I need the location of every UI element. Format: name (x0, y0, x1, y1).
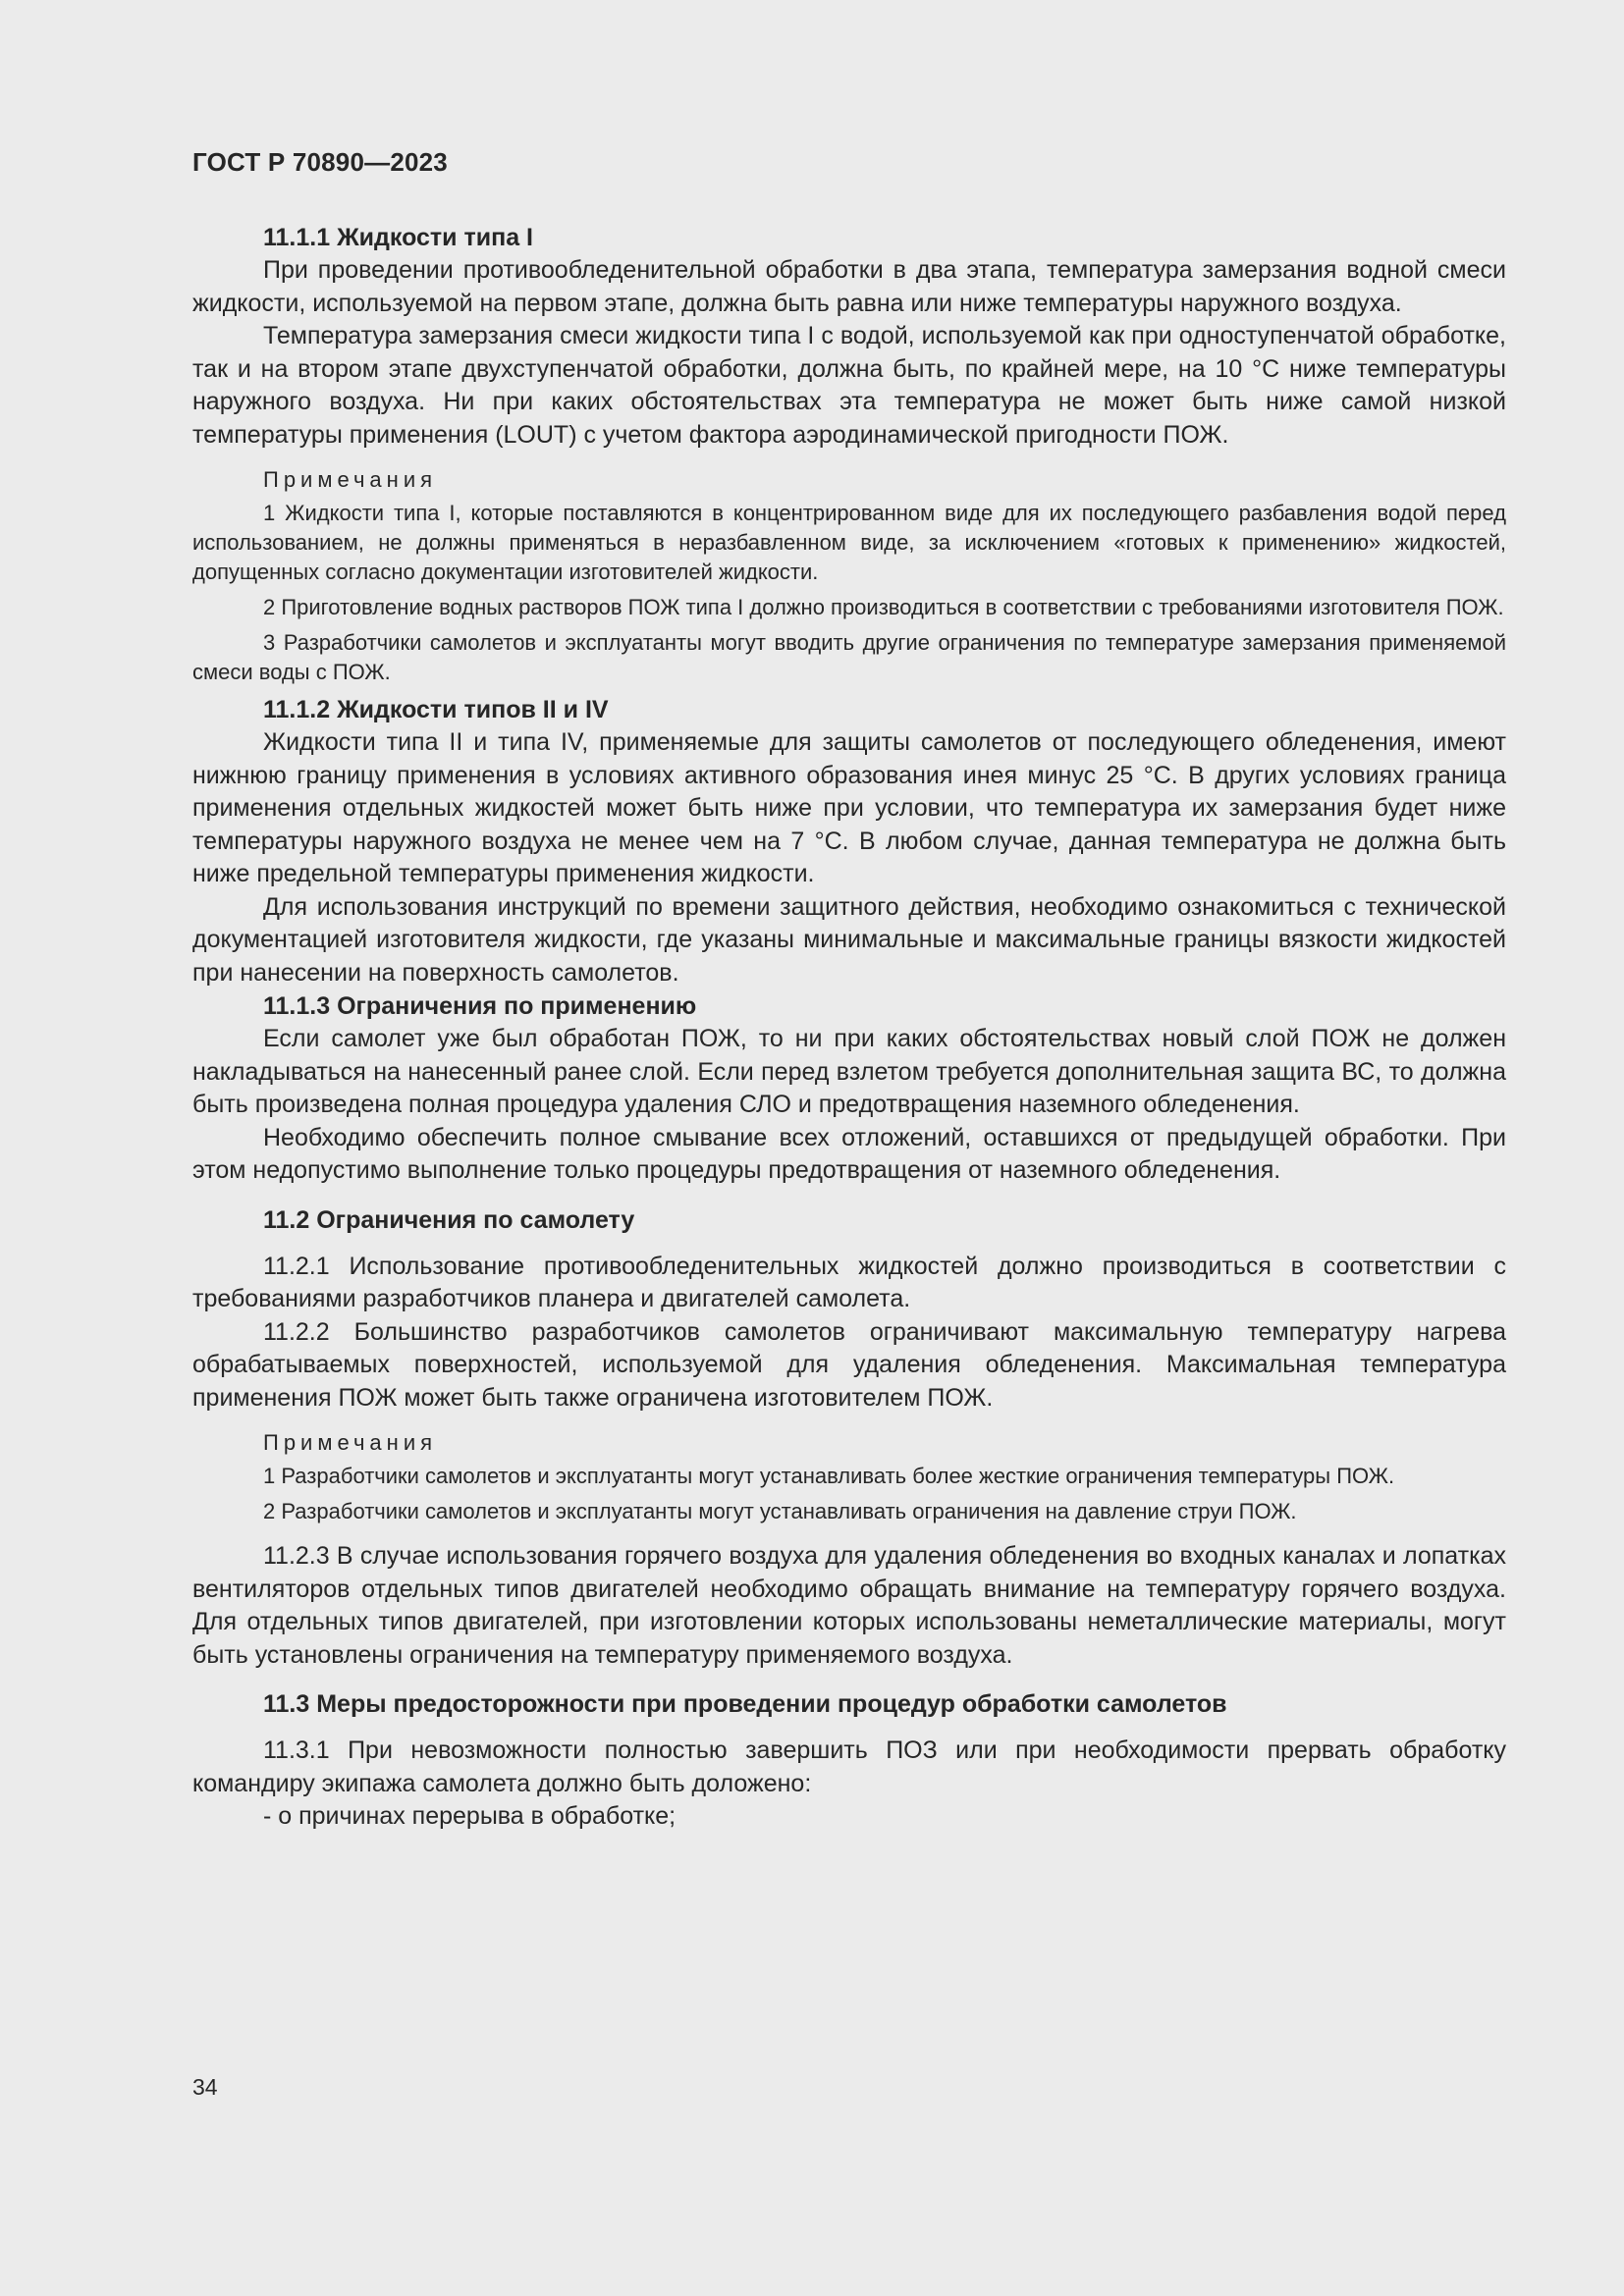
paragraph: Жидкости типа II и типа IV, применяемые для защиты самолетов от последующего обледенения, имеют нижнюю границу применения в условиях активного образования инея минус 25 °С. В других условиях граница применения отдельных жидкостей может быть ниже при условии, что температура их замерзания будет ниже температуры наружного воздуха не менее чем на 7 °С. В любом случае, данная температура не должна быть ниже предельной температуры применения жидкости. (192, 728, 1506, 887)
paragraph: Если самолет уже был обработан ПОЖ, то ни при каких обстоятельствах новый слой ПОЖ не должен накладываться на нанесенный ранее слой. Если перед взлетом требуется дополнительная защита ВС, то должна быть произведена полная процедура удаления СЛО и предотвращения наземного обледенения. (192, 1025, 1506, 1118)
paragraph: При проведении противообледенительной обработки в два этапа, температура замерзания водной смеси жидкости, используемой на первом этапе, должна быть равна или ниже температуры наружного воздуха. (192, 256, 1506, 317)
paragraph: Температура замерзания смеси жидкости типа I с водой, используемой как при одноступенчатой обработке, так и на втором этапе двухступенчатой обработки, должна быть, по крайней мере, на 10 °С ниже температуры наружного воздуха. Ни при каких обстоятельствах эта температура не может быть ниже самой низкой температуры применения (LOUT) с учетом фактора аэродинамической пригодности ПОЖ. (192, 322, 1506, 449)
list-item: - о причинах перерыва в обработке; (263, 1802, 677, 1830)
notes-title: Примечания (263, 467, 438, 492)
document-body (192, 221, 1506, 1834)
section-heading-11-1-1: 11.1.1 Жидкости типа I (263, 224, 533, 251)
paragraph: 11.2.1 Использование противообледенительных жидкостей должно производиться в соответствии с требованиями разработчиков планера и двигателей самолета. (192, 1252, 1506, 1312)
section-heading-11-1-2: 11.1.2 Жидкости типов II и IV (263, 696, 609, 723)
note: 2 Разработчики самолетов и эксплуатанты могут устанавливать ограничения на давление струи ПОЖ. (263, 1499, 1297, 1523)
notes-title: Примечания (263, 1430, 438, 1455)
paragraph: 11.3.1 При невозможности полностью завершить ПОЗ или при необходимости прервать обработку командиру экипажа самолета должно быть доложено: (192, 1736, 1506, 1797)
document-header: ГОСТ Р 70890—2023 (192, 147, 448, 177)
note: 3 Разработчики самолетов и эксплуатанты могут вводить другие ограничения по температуре замерзания применяемой смеси воды с ПОЖ. (192, 630, 1506, 684)
paragraph: 11.2.3 В случае использования горячего воздуха для удаления обледенения во входных каналах и лопатках вентиляторов отдельных типов двигателей необходимо обращать внимание на температуру горячего воздуха. Для отдельных типов двигателей, при изготовлении которых использованы неметаллические материалы, могут быть установлены ограничения на температуру применяемого воздуха. (192, 1542, 1506, 1669)
page-number: 34 (192, 2074, 218, 2100)
section-heading-11-3: 11.3 Меры предосторожности при проведении процедур обработки самолетов (263, 1690, 1227, 1718)
note: 1 Разработчики самолетов и эксплуатанты могут устанавливать более жесткие ограничения температуры ПОЖ. (263, 1464, 1395, 1488)
paragraph: Для использования инструкций по времени защитного действия, необходимо ознакомиться с технической документацией изготовителя жидкости, где указаны минимальные и максимальные границы вязкости жидкостей при нанесении на поверхность самолетов. (192, 892, 1506, 987)
section-heading-11-2: 11.2 Ограничения по самолету (263, 1205, 635, 1234)
note: 1 Жидкости типа I, которые поставляются в концентрированном виде для их последующего разбавления водой перед использованием, не должны применяться в неразбавленном виде, за исключением «готовых к применению» жидкостей, допущенных согласно документации изготовителей жидкости. (192, 501, 1506, 584)
paragraph: Необходимо обеспечить полное смывание всех отложений, оставшихся от предыдущей обработки. При этом недопустимо выполнение только процедуры предотвращения от наземного обледенения. (192, 1123, 1506, 1184)
note: 2 Приготовление водных растворов ПОЖ типа I должно производиться в соответствии с требованиями изготовителя ПОЖ. (263, 595, 1504, 619)
section-heading-11-1-3: 11.1.3 Ограничения по применению (263, 992, 697, 1020)
paragraph: 11.2.2 Большинство разработчиков самолетов ограничивают максимальную температуру нагрева обрабатываемых поверхностей, используемой для удаления обледенения. Максимальная температура применения ПОЖ может быть также ограничена изготовителем ПОЖ. (192, 1317, 1506, 1412)
